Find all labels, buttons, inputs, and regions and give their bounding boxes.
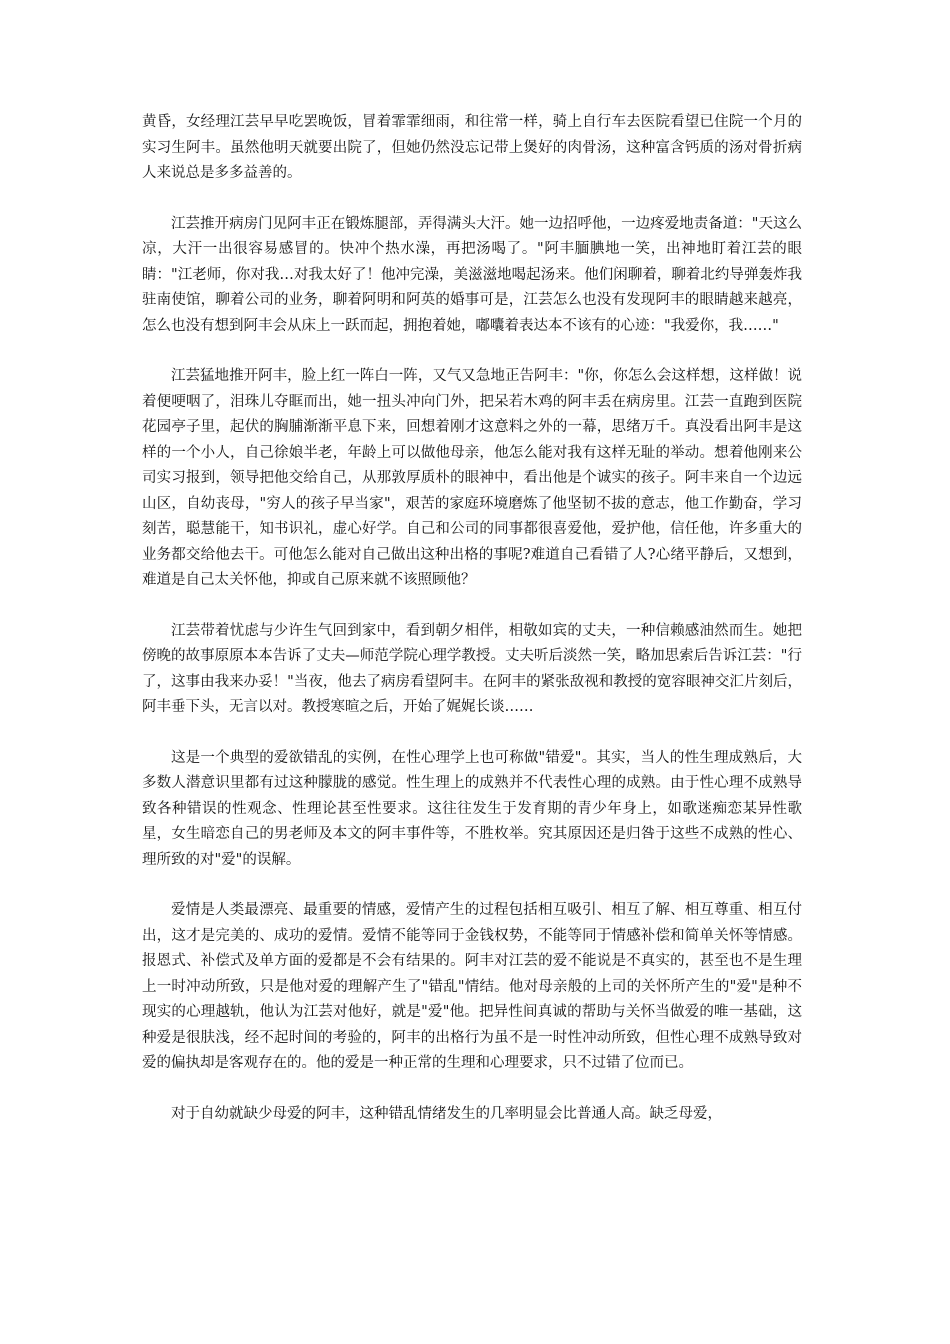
document-body [142, 110, 802, 1152]
paragraph-7: 对于自幼就缺少母爱的阿丰，这种错乱情绪发生的几率明显会比普通人高。缺乏母爱， [171, 1105, 722, 1122]
paragraph-1: 黄昏，女经理江芸早早吃罢晚饭，冒着霏霏细雨，和往常一样，骑上自行车去医院看望已住院一个月的实习生阿丰。虽然他明天就要出院了，但她仍然没忘记带上煲好的肉骨汤，这种富含钙质的汤对骨折病人来说总是多多益善的。 [142, 114, 802, 181]
paragraph-6: 爱情是人类最漂亮、最重要的情感，爱情产生的过程包括相互吸引、相互了解、相互尊重、相互付出，这才是完美的、成功的爱情。爱情不能等同于金钱权势，不能等同于情感补偿和简单关怀等情感。报恩式、补偿式及单方面的爱都是不会有结果的。阿丰对江芸的爱不能说是不真实的，甚至也不是生理上一时冲动所致，只是他对爱的理解产生了"错乱"情结。他对母亲般的上司的关怀所产生的"爱"是种不现实的心理越轨，他认为江芸对他好，就是"爱"他。把异性间真诚的帮助与关怀当做爱的唯一基础，这种爱是很肤浅，经不起时间的考验的，阿丰的出格行为虽不是一时性冲动所致，但性心理不成熟导致对爱的偏执却是客观存在的。他的爱是一种正常的生理和心理要求，只不过错了位而已。 [142, 902, 802, 1071]
paragraph-4: 江芸带着忧虑与少许生气回到家中，看到朝夕相伴，相敬如宾的丈夫，一种信赖感油然而生。她把傍晚的故事原原本本告诉了丈夫—师范学院心理学教授。丈夫听后淡然一笑，略加思索后告诉江芸："行了，这事由我来办妥！"当夜，他去了病房看望阿丰。在阿丰的紧张敌视和教授的宽容眼神交汇片刻后，阿丰垂下头，无言以对。教授寒暄之后，开始了娓娓长谈…… [142, 622, 802, 715]
paragraph-5: 这是一个典型的爱欲错乱的实例，在性心理学上也可称做"错爱"。其实，当人的性生理成熟后，大多数人潜意识里都有过这种朦胧的感觉。性生理上的成熟并不代表性心理的成熟。由于性心理不成熟导致各种错误的性观念、性理论甚至性要求。这往往发生于发育期的青少年身上，如歌迷痴恋某异性歌星，女生暗恋自己的男老师及本文的阿丰事件等，不胜枚举。究其原因还是归咎于这些不成熟的性心、理所致的对"爱"的误解。 [142, 749, 802, 868]
paragraph-2: 江芸推开病房门见阿丰正在锻炼腿部，弄得满头大汗。她一边招呼他，一边疼爱地责备道："天这么凉，大汗一出很容易感冒的。快冲个热水澡，再把汤喝了。"阿丰腼腆地一笑，出神地盯着江芸的眼睛："江老师，你对我…对我太好了！他冲完澡，美滋滋地喝起汤来。他们闲聊着，聊着北约导弹轰炸我驻南使馆，聊着公司的业务，聊着阿明和阿英的婚事可是，江芸怎么也没有发现阿丰的眼睛越来越亮，怎么也没有想到阿丰会从床上一跃而起，拥抱着她，嘟囔着表达本不该有的心迹："我爱你，我……" [142, 215, 802, 334]
paragraph-3: 江芸猛地推开阿丰，脸上红一阵白一阵，又气又急地正告阿丰："你，你怎么会这样想，这样做！说着便哽咽了，泪珠儿夺眶而出，她一扭头冲向门外，把呆若木鸡的阿丰丢在病房里。江芸一直跑到医院花园亭子里，起伏的胸脯渐渐平息下来，回想着刚才这意料之外的一幕，思绪万千。真没看出阿丰是这样的一个小人，自己徐娘半老，年龄上可以做他母亲，他怎么能对我有这样无耻的举动。想着他刚来公司实习报到，领导把他交给自己，从那敦厚质朴的眼神中，看出他是个诚实的孩子。阿丰来自一个边远山区，自幼丧母，"穷人的孩子早当家"，艰苦的家庭环境磨炼了他坚韧不拔的意志，他工作勤奋，学习刻苦，聪慧能干，知书识礼，虚心好学。自己和公司的同事都很喜爱他，爱护他，信任他，许多重大的业务都交给他去干。可他怎么能对自己做出这种出格的事呢?难道自己看错了人?心绪平静后，又想到，难道是自己太关怀他，抑或自己原来就不该照顾他？ [142, 368, 802, 588]
